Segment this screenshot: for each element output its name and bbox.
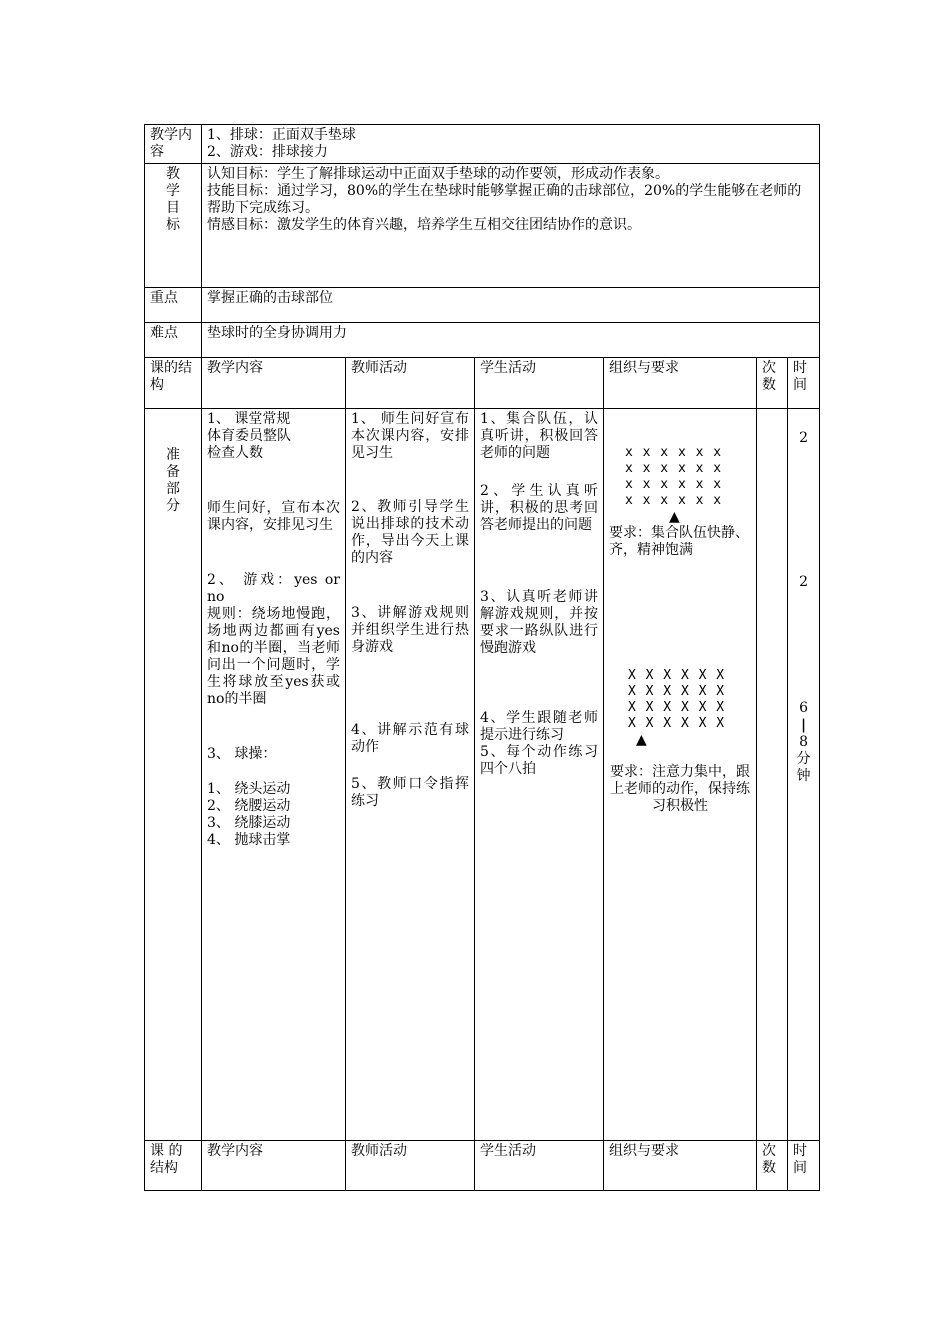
header-teacher: 教师活动 <box>346 358 475 409</box>
header-teacher: 教师活动 <box>346 1141 475 1191</box>
header-organization: 组织与要求 <box>604 358 757 409</box>
next-section-header-row <box>145 1141 820 1191</box>
game-rules: 规则：绕场地慢跑，场地两边都画有yes和no的半圈，当老师问出一个问题时，学生将球放至yes获或no的半圈 <box>207 606 340 707</box>
teacher-activity: 2、教师引导学生说出排球的技术动作，导出今天上课的内容 <box>351 499 469 566</box>
student-activity: 4、学生跟随老师提示进行练习 <box>480 710 598 743</box>
header-structure: 课 的结构 <box>145 1141 202 1191</box>
section-label-char: 备 <box>166 464 180 480</box>
goals-label-char: 学 <box>166 183 180 199</box>
formation-gathering <box>609 445 751 509</box>
key-point-label: 重点 <box>145 288 202 323</box>
time-range-part: 6 <box>799 700 808 716</box>
header-time: 时间 <box>788 1141 820 1191</box>
teacher-activity: 5、教师口令指挥练习 <box>351 776 469 809</box>
ball-drill-item: 3、 绕膝运动 <box>207 815 291 831</box>
teacher-activity: 1、 师生问好宣布本次课内容，安排见习生 <box>351 411 469 461</box>
header-time: 时间 <box>788 358 820 409</box>
header-content: 教学内容 <box>202 1141 346 1191</box>
drill-requirement: 要求：注意力集中，跟上老师的动作，保持练习积极性 <box>610 764 750 814</box>
prep-content-cell <box>202 409 346 1141</box>
content-item: 1、排球：正面双手垫球 <box>207 127 356 143</box>
ball-drill-item: 4、 抛球击掌 <box>207 832 291 848</box>
column-header-row <box>145 358 820 409</box>
header-student: 学生活动 <box>475 1141 604 1191</box>
prep-count-cell <box>757 409 788 1141</box>
goals-label-char: 标 <box>166 217 180 233</box>
prep-teacher-cell <box>346 409 475 1141</box>
prep-time-cell <box>788 409 820 1141</box>
prep-organization-cell <box>604 409 757 1141</box>
affective-goal: 情感目标：激发学生的体育兴趣，培养学生互相交往团结协作的意识。 <box>207 217 641 233</box>
section-label-char: 部 <box>166 481 180 497</box>
section-label-char: 分 <box>166 498 180 514</box>
formation-row: x x x x x x <box>625 461 723 476</box>
prep-student-cell <box>475 409 604 1141</box>
header-organization: 组织与要求 <box>604 1141 757 1191</box>
header-student: 学生活动 <box>475 358 604 409</box>
formation-row: X X X X X X <box>628 700 726 715</box>
difficulty-row <box>145 323 820 358</box>
student-activity: 1、集合队伍，认真听讲，积极回答老师的问题 <box>480 411 598 461</box>
game-title: 2、 游戏：yes or no <box>207 572 340 605</box>
student-activity: 2、学生认真听讲，积极的思考回答老师提出的问题 <box>480 483 598 533</box>
key-point-row <box>145 288 820 323</box>
student-activity: 5、每个动作练习四个八拍 <box>480 744 598 777</box>
time-range-part: 钟 <box>796 768 811 784</box>
key-point-text: 掌握正确的击球部位 <box>202 288 820 323</box>
header-structure: 课的结构 <box>145 358 202 409</box>
difficulty-label: 难点 <box>145 323 202 358</box>
time-range-part: 8 <box>799 734 808 750</box>
cognitive-goal: 认知目标：学生了解排球运动中正面双手垫球的动作要领，形成动作表象。 <box>207 166 669 182</box>
content-item: 2、游戏：排球接力 <box>207 144 328 160</box>
formation-row: x x x x x x <box>625 477 723 492</box>
content-cell <box>202 125 820 164</box>
preparation-row <box>145 409 820 1141</box>
routine-line: 检查人数 <box>207 445 263 461</box>
formation-row: X X X X X X <box>628 668 726 683</box>
goals-row <box>145 164 820 288</box>
content-label: 教学内容 <box>145 125 202 164</box>
lesson-plan-table <box>144 124 820 1191</box>
teacher-position-icon: ▲ <box>636 732 647 748</box>
difficulty-text: 垫球时的全身协调用力 <box>202 323 820 358</box>
header-count: 次数 <box>757 358 788 409</box>
goals-label-char: 目 <box>166 200 180 216</box>
student-activity: 3、认真听老师讲解游戏规则，并按要求一路纵队进行慢跑游戏 <box>480 589 598 656</box>
header-content: 教学内容 <box>202 358 346 409</box>
section-label <box>145 409 202 1141</box>
time-value: 2 <box>799 574 808 590</box>
time-range-part: 分 <box>796 751 811 767</box>
goals-cell <box>202 164 820 288</box>
time-range-part: | <box>800 717 807 733</box>
formation-row: X X X X X X <box>628 684 726 699</box>
goals-label <box>145 164 202 288</box>
teacher-position-icon: ▲ <box>669 509 680 525</box>
teacher-activity: 4、讲解示范有球动作 <box>351 722 469 755</box>
formation-row: x x x x x x <box>625 493 723 508</box>
ball-drill-item: 1、 绕头运动 <box>207 781 291 797</box>
formation-drill <box>609 668 751 732</box>
gathering-requirement: 要求：集合队伍快静、齐，精神饱满 <box>609 525 749 558</box>
goals-label-char: 教 <box>166 166 180 182</box>
ball-drill-title: 3、 球操： <box>207 746 277 762</box>
ball-drill-item: 2、 绕腰运动 <box>207 798 291 814</box>
routine-line: 体育委员整队 <box>207 428 291 444</box>
teacher-activity: 3、讲解游戏规则并组织学生进行热身游戏 <box>351 605 469 655</box>
greeting-text: 师生问好，宣布本次课内容，安排见习生 <box>207 500 340 533</box>
header-count: 次数 <box>757 1141 788 1191</box>
content-row <box>145 125 820 164</box>
time-range <box>793 700 814 785</box>
formation-row: x x x x x x <box>625 445 723 460</box>
section-label-char: 准 <box>166 447 180 463</box>
time-value: 2 <box>799 430 808 446</box>
formation-row: X X X X X X <box>628 716 726 731</box>
routine-title: 1、 课堂常规 <box>207 411 291 427</box>
skill-goal: 技能目标：通过学习，80%的学生在垫球时能够掌握正确的击球部位，20%的学生能够在老师的帮助下完成练习。 <box>207 183 802 216</box>
